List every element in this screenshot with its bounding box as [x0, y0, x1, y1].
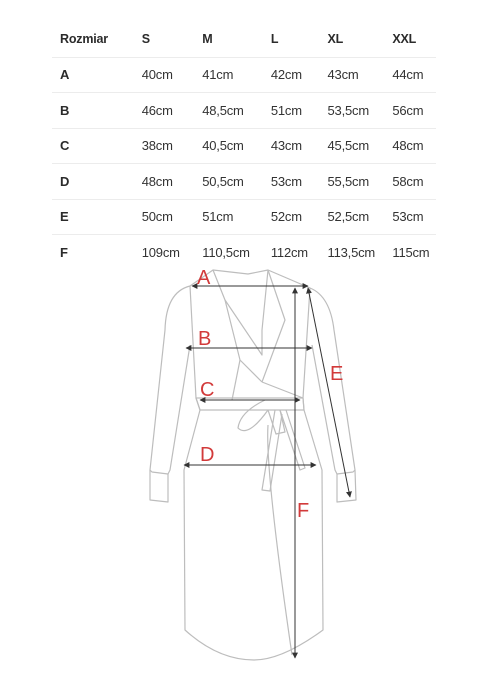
table-cell: 44cm	[392, 57, 436, 93]
table-cell: 53,5cm	[328, 93, 393, 129]
table-cell: 46cm	[142, 93, 203, 129]
table-cell: 45,5cm	[328, 128, 393, 164]
table-cell: 41cm	[202, 57, 271, 93]
size-table	[52, 22, 436, 270]
label-e: E	[330, 363, 344, 385]
table-cell: 40,5cm	[202, 128, 271, 164]
table-cell: 50cm	[142, 199, 203, 235]
table-cell: 52,5cm	[328, 199, 393, 235]
table-cell: 40cm	[142, 57, 203, 93]
size-header-row	[52, 22, 436, 57]
label-c: C	[200, 379, 215, 401]
row-label: A	[52, 57, 142, 93]
table-cell: 50,5cm	[202, 164, 271, 200]
table-cell: 53cm	[392, 199, 436, 235]
header-rozmiar: Rozmiar	[52, 22, 142, 57]
table-cell: 53cm	[271, 164, 328, 200]
label-d: D	[200, 444, 215, 466]
table-cell: 112cm	[270, 244, 308, 260]
table-cell: 43cm	[271, 128, 328, 164]
table-cell: 113,5cm	[327, 244, 376, 260]
table-cell: 55,5cm	[328, 164, 393, 200]
table-row	[52, 128, 436, 164]
table-row	[52, 93, 436, 129]
table-cell: 48cm	[392, 128, 436, 164]
table-cell: 38cm	[142, 128, 203, 164]
row-label: E	[52, 199, 142, 235]
row-label: C	[52, 128, 142, 164]
row-label: B	[52, 93, 142, 129]
table-cell: 110,5cm	[202, 244, 250, 260]
table-row	[52, 164, 436, 200]
table-cell: 109cm	[141, 244, 180, 260]
header-size-l: L	[271, 22, 328, 57]
label-a: A	[197, 267, 211, 289]
label-f: F	[297, 500, 310, 522]
row-label: F	[60, 244, 68, 260]
header-size-s: S	[142, 22, 203, 57]
table-cell: 48,5cm	[202, 93, 271, 129]
table-cell: 52cm	[271, 199, 328, 235]
table-cell: 51cm	[202, 199, 271, 235]
table-cell: 56cm	[392, 93, 436, 129]
table-cell: 51cm	[271, 93, 328, 129]
table-row	[52, 57, 436, 93]
header-size-xxl: XXL	[392, 22, 436, 57]
table-cell: 115cm	[392, 244, 430, 260]
label-b: B	[198, 328, 212, 350]
table-row	[52, 199, 436, 235]
header-size-xl: XL	[328, 22, 393, 57]
table-cell: 43cm	[328, 57, 393, 93]
table-cell: 42cm	[271, 57, 328, 93]
header-size-m: M	[202, 22, 271, 57]
row-label: D	[52, 164, 142, 200]
table-cell: 48cm	[142, 164, 203, 200]
dress-measurement-diagram	[0, 262, 500, 674]
table-cell: 58cm	[392, 164, 436, 200]
